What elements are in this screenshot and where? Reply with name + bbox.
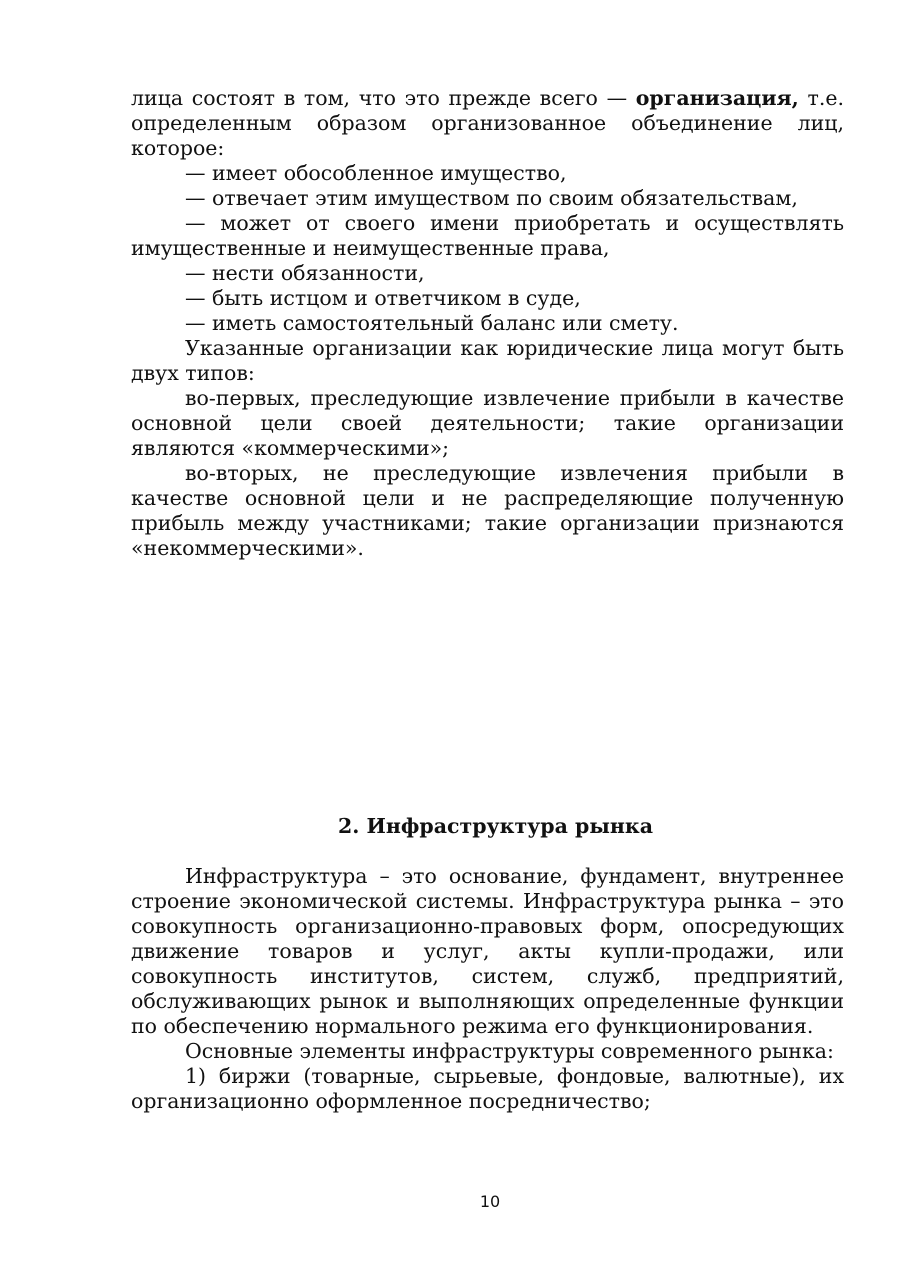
section-text-block	[131, 864, 844, 1114]
paragraph-infrastructure-definition: Инфраструктура – это основание, фундамент, внутреннее строение экономической системы. Инфраструктура рынка – это совокупность организационно-правовых форм, опосредующих движение товаров и услуг, акты купли-продажи, или совокупность институтов, систем, служб, предприятий, обслуживающих рынок и выполняющих определенные функции по обеспечению нормального режима его функционирования.	[131, 864, 844, 1038]
list-item-liability: — отвечает этим имуществом по своим обязательствам,	[185, 186, 798, 210]
paragraph-main-elements: Основные элементы инфраструктуры современного рынка:	[185, 1039, 834, 1063]
list-item-rights: — может от своего имени приобретать и осуществлять имущественные и неимущественные права,	[131, 211, 844, 260]
section-heading: 2. Инфраструктура рынка	[338, 814, 654, 838]
list-item-duties: — нести обязанности,	[185, 261, 425, 285]
list-item-court: — быть истцом и ответчиком в суде,	[185, 286, 581, 310]
list-item-exchanges: 1) биржи (товарные, сырьевые, фондовые, валютные), их организационно оформленное посредничество;	[131, 1064, 844, 1113]
list-item-property: — имеет обособленное имущество,	[185, 161, 567, 185]
page-number: 10	[479, 1192, 501, 1211]
bold-term: организация,	[635, 86, 799, 110]
paragraph-legal-entity-intro	[131, 86, 844, 161]
paragraph-text: т.е. определенным образом организованное объединение лиц, которое:	[131, 86, 844, 160]
list-item-balance: — иметь самостоятельный баланс или смету.	[185, 311, 679, 335]
paragraph-text: лица состоят в том, что это прежде всего —	[131, 86, 636, 110]
top-text-block	[131, 86, 844, 561]
paragraph-two-types: Указанные организации как юридические лица могут быть двух типов:	[131, 336, 844, 385]
paragraph-noncommercial: во-вторых, не преследующие извлечения прибыли в качестве основной цели и не распределяющие полученную прибыль между участниками; такие организации признаются «некоммерческими».	[131, 461, 844, 560]
paragraph-commercial: во-первых, преследующие извлечение прибыли в качестве основной цели своей деятельности; такие организации являются «коммерческими»;	[131, 386, 844, 460]
